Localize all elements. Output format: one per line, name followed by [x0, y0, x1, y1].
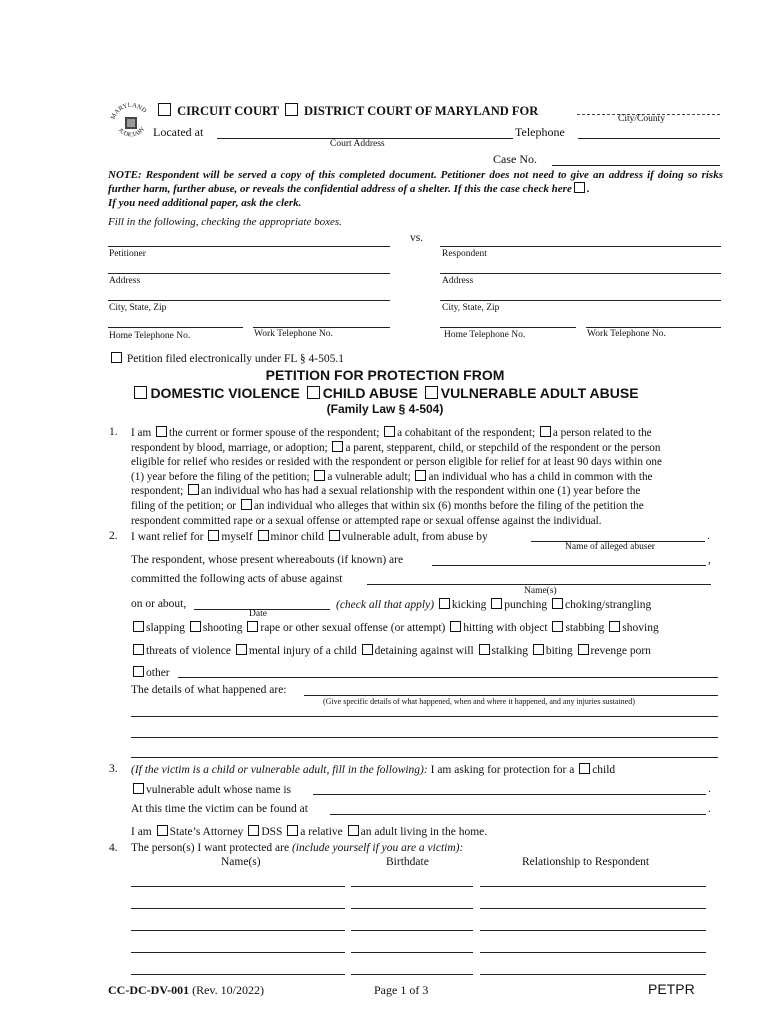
respondent-address-caption: Address — [442, 276, 474, 286]
acts-row-3: threats of violence mental injury of a child detaining against will stalking biting revenge porn — [131, 644, 651, 658]
vulnerable-adult-name-field[interactable] — [313, 794, 706, 795]
item-2-number: 2. — [109, 530, 118, 542]
item-1-relationship: I am the current or former spouse of the respondent; a cohabitant of the respondent; a person related to the respondent by blood, marriage, or adoption; a parent, stepparent, child, or stepchild of the respondent or the person eligible for relief who resides or resided with the respondent or person eligible for relief for at least 90 days within one (1) year before the filing of the petition; a vulnerable adult; an individual who has a child in common with the respondent; an individual who has had a sexual relationship with the respondent within one (1) year before the filing of the petition; or an individual who alleges that within six (6) months before the filing of the petition the respondent committed rape or a sexual offense or attempted rape or sexual offense against the individual. — [131, 427, 662, 527]
svg-text:JUDICIARY: JUDICIARY — [116, 126, 147, 139]
other-act-checkbox[interactable] — [133, 666, 144, 677]
cohabitant-checkbox[interactable] — [384, 426, 395, 437]
confidential-address-checkbox[interactable] — [574, 182, 585, 193]
protected-relationship-field-5[interactable] — [480, 974, 706, 975]
protected-birthdate-field-4[interactable] — [351, 952, 473, 953]
details-field-3[interactable] — [131, 737, 718, 738]
other-act-line: other — [131, 666, 170, 680]
relative-checkbox[interactable] — [287, 825, 298, 836]
respondent-work-phone-caption: Work Telephone No. — [587, 329, 666, 339]
states-attorney-checkbox[interactable] — [157, 825, 168, 836]
protected-relationship-field-4[interactable] — [480, 952, 706, 953]
whereabouts-field[interactable] — [432, 565, 706, 566]
respondent-home-phone-field[interactable] — [440, 327, 576, 328]
stalking-checkbox[interactable] — [479, 644, 490, 655]
child-in-common-checkbox[interactable] — [415, 470, 426, 481]
petition-type-line — [0, 385, 770, 401]
protection-for-line: (If the victim is a child or vulnerable adult, fill in the following): I am asking for protection for a child — [131, 764, 616, 776]
respondent-work-phone-field[interactable] — [586, 327, 721, 328]
persons-protected-line: The person(s) I want protected are (include yourself if you are a victim): — [131, 842, 464, 854]
electronic-filing-label: Petition filed electronically under FL § 4-505.1 — [126, 353, 344, 365]
details-hint: (Give specific details of what happened, when and where it happened, and any injuries sustained) — [323, 697, 635, 706]
victim-location-label: At this time the victim can be found at — [131, 803, 308, 815]
choking-checkbox[interactable] — [552, 598, 563, 609]
other-act-field[interactable] — [178, 677, 718, 678]
electronic-filing-checkbox[interactable] — [111, 352, 122, 363]
petitioner-city-field[interactable] — [108, 300, 390, 301]
filer-role-line: I am State’s Attorney DSS a relative an adult living in the home. — [131, 826, 488, 838]
respondent-home-phone-caption: Home Telephone No. — [444, 330, 526, 340]
petitioner-address-field[interactable] — [108, 273, 390, 274]
located-at-label: Located at — [153, 125, 204, 139]
protected-name-field-2[interactable] — [131, 908, 345, 909]
punching-checkbox[interactable] — [491, 598, 502, 609]
protected-name-field-4[interactable] — [131, 952, 345, 953]
protected-name-field-5[interactable] — [131, 974, 345, 975]
petitioner-home-phone-field[interactable] — [108, 327, 243, 328]
spouse-checkbox[interactable] — [156, 426, 167, 437]
item-1-number: 1. — [109, 426, 118, 438]
item-3-number: 3. — [109, 763, 118, 775]
dss-checkbox[interactable] — [248, 825, 259, 836]
acts-row-1: (check all that apply) kicking punching choking/strangling — [336, 599, 652, 611]
petitioner-work-phone-field[interactable] — [253, 327, 390, 328]
protected-birthdate-field-2[interactable] — [351, 908, 473, 909]
victims-names-field[interactable] — [367, 584, 711, 585]
circuit-court-checkbox[interactable] — [158, 103, 171, 116]
vulnerable-adult-abuse-label: VULNERABLE ADULT ABUSE — [440, 385, 639, 401]
respondent-service-note: NOTE: Respondent will be served a copy of this completed document. Petitioner does not need to give an address if doing so risks further harm, further abuse, or reveals the confidential address of a shelter. If this the case check here . — [108, 169, 723, 195]
respondent-name-field[interactable] — [440, 246, 721, 247]
abuse-date-caption: Date — [249, 609, 267, 619]
rape-checkbox[interactable] — [247, 621, 258, 632]
protect-child-checkbox[interactable] — [579, 763, 590, 774]
respondent-city-caption: City, State, Zip — [442, 303, 500, 313]
vulnerable-adult-abuse-checkbox[interactable] — [425, 386, 438, 399]
birthdate-column-header: Birthdate — [386, 856, 429, 868]
case-no-label: Case No. — [493, 152, 537, 166]
svg-text:MARYLAND: MARYLAND — [109, 101, 148, 121]
form-id: CC-DC-DV-001 (Rev. 10/2022) — [108, 983, 264, 997]
petitioner-work-phone-caption: Work Telephone No. — [254, 329, 333, 339]
stabbing-checkbox[interactable] — [552, 621, 563, 632]
respondent-city-field[interactable] — [440, 300, 721, 301]
kicking-checkbox[interactable] — [439, 598, 450, 609]
protected-name-field-1[interactable] — [131, 886, 345, 887]
relief-for-line: I want relief for myself minor child vulnerable adult, from abuse by — [131, 531, 488, 543]
adult-in-home-checkbox[interactable] — [348, 825, 359, 836]
respondent-address-field[interactable] — [440, 273, 721, 274]
victims-names-caption: Name(s) — [524, 586, 557, 596]
district-court-checkbox[interactable] — [285, 103, 298, 116]
case-no-field[interactable] — [552, 165, 720, 166]
slapping-checkbox[interactable] — [133, 621, 144, 632]
respondent-caption: Respondent — [442, 249, 487, 259]
domestic-violence-label: DOMESTIC VIOLENCE — [150, 385, 300, 401]
mental-injury-checkbox[interactable] — [236, 644, 247, 655]
city-county-caption: City/County — [618, 114, 665, 124]
related-person-checkbox[interactable] — [540, 426, 551, 437]
sexual-relationship-checkbox[interactable] — [188, 484, 199, 495]
acts-row-2: slapping shooting rape or other sexual offense (or attempt) hitting with object stabbing shoving — [131, 621, 659, 635]
sexual-offense-victim-checkbox[interactable] — [241, 499, 252, 510]
petitioner-city-caption: City, State, Zip — [109, 303, 167, 313]
protected-birthdate-field-1[interactable] — [351, 886, 473, 887]
victim-location-field[interactable] — [330, 814, 706, 815]
relationship-column-header: Relationship to Respondent — [522, 856, 650, 868]
protected-relationship-field-2[interactable] — [480, 908, 706, 909]
parent-child-checkbox[interactable] — [332, 441, 343, 452]
petition-title: PETITION FOR PROTECTION FROM — [265, 367, 505, 383]
petitioner-address-caption: Address — [109, 276, 141, 286]
form-code: PETPR — [648, 981, 695, 997]
whereabouts-label: The respondent, whose present whereabouts (if known) are — [131, 554, 404, 566]
fill-in-instructions: Fill in the following, checking the appropriate boxes. — [108, 216, 342, 228]
protected-relationship-field-3[interactable] — [480, 930, 706, 931]
details-field-1[interactable] — [304, 695, 718, 696]
details-label: The details of what happened are: — [131, 684, 287, 696]
protected-birthdate-field-3[interactable] — [351, 930, 473, 931]
shoving-checkbox[interactable] — [609, 621, 620, 632]
names-column-header: Name(s) — [221, 856, 261, 868]
threats-checkbox[interactable] — [133, 644, 144, 655]
court-telephone-field[interactable] — [578, 138, 720, 139]
circuit-court-label: CIRCUIT COURT — [177, 104, 279, 118]
vulnerable-adult-name-line: vulnerable adult whose name is — [131, 783, 291, 797]
protected-relationship-field-1[interactable] — [480, 886, 706, 887]
district-court-label: DISTRICT COURT OF MARYLAND FOR — [303, 104, 539, 118]
details-field-4[interactable] — [131, 757, 718, 758]
child-abuse-label: CHILD ABUSE — [322, 385, 418, 401]
alleged-abuser-caption: Name of alleged abuser — [565, 542, 655, 552]
hitting-with-object-checkbox[interactable] — [450, 621, 461, 632]
versus-label: vs. — [410, 232, 424, 244]
court-address-caption: Court Address — [330, 139, 385, 149]
minor-child-checkbox[interactable] — [258, 530, 269, 541]
revenge-porn-checkbox[interactable] — [578, 644, 589, 655]
statute-reference: (Family Law § 4-504) — [326, 402, 444, 416]
shooting-checkbox[interactable] — [190, 621, 201, 632]
additional-paper-note: If you need additional paper, ask the clerk. — [108, 197, 302, 209]
vulnerable-adult-checkbox[interactable] — [314, 470, 325, 481]
form-page: MARYLAND JUDICIARY CIRCUIT COURT DISTRICT COURT OF MARYLAND FOR City/County Located at Court Address Telephone Case No. NOTE: Respondent will be served a copy of this completed document. Petitioner does not need to give an address if doing so risks further harm, further abuse, or reveals the confidential address of a shelter. If this the case check here . If you need additional paper, ask the clerk. Fill in the following, checking the appropriate boxes. vs. Petitioner Respondent Address Address City, State, Zip City, State, Zip Home Telephone No. Work Telephone No. Home Telephone No. Work Telephone No. Petition filed electronically under FL § 4-505.1 PETITION FOR PROTECTION FROM DOMESTIC VIOLENCE CHILD ABUSE VULNERABLE ADULT ABUSE (Family Law § 4-504) 1. I am the current or former spouse of the respondent; a cohabitant of the respondent; a person related to the respondent by blood, marriage, or adoption; a parent, stepparent, child, or stepchild of the respondent or the person eligible for relief who resides or resided with the respondent or person eligible for relief for at least 90 days within one (1) year before the filing of the petition; a vulnerable adult; an individual who has a child in common with the respondent; an individual who has had a sexual relationship with the respondent within one (1) year before the filing of the petition; or an individual who alleges that within six (6) months before the filing of the petition the respondent committed rape or a sexual offense or attempted rape or sexual offense against the individual. 2. I want relief for myself minor child vulnerable adult, from abuse by . Name of alleged abuser The respondent, whose present whereabouts (if known) are , committed the following acts of abuse against Name(s) on or about, Date (check all that apply) kicking punching choking/strangling slapping shooting rape or other sexual offense (or attempt) hitting with object stabbing shoving threats of violence mental injury of a child detaining against will stalking biting revenge porn other The details of what happened are: (Give specific details of what happened, when and where it happened, and any injuries sustained) 3. (If the victim is a child or vulnerable adult, fill in the following): I am asking for protection for a child vulnerable adult whose name is . At this time the victim can be found at . I am State’s Attorney DSS a relative an adult living in the home. 4. The person(s) I want protected are (include yourself if you are a victim): Name(s) Birthdate Relationship to Respondent CC-DC-DV-001 (Rev. 10/2022) Page 1 of 3 PETPR — [0, 0, 770, 1024]
page-number: Page 1 of 3 — [374, 983, 429, 997]
details-field-2[interactable] — [131, 716, 718, 717]
child-abuse-checkbox[interactable] — [307, 386, 320, 399]
committed-acts-label: committed the following acts of abuse against — [131, 573, 343, 585]
domestic-violence-checkbox[interactable] — [134, 386, 147, 399]
biting-checkbox[interactable] — [533, 644, 544, 655]
item-4-number: 4. — [109, 842, 118, 854]
relief-vulnerable-adult-checkbox[interactable] — [329, 530, 340, 541]
protected-birthdate-field-5[interactable] — [351, 974, 473, 975]
maryland-judiciary-seal — [108, 100, 154, 146]
detaining-checkbox[interactable] — [362, 644, 373, 655]
petitioner-home-phone-caption: Home Telephone No. — [109, 331, 191, 341]
protected-name-field-3[interactable] — [131, 930, 345, 931]
myself-checkbox[interactable] — [208, 530, 219, 541]
telephone-label: Telephone — [515, 125, 565, 139]
on-or-about-label: on or about, — [131, 598, 187, 610]
protect-vulnerable-adult-checkbox[interactable] — [133, 783, 144, 794]
petitioner-name-field[interactable] — [108, 246, 390, 247]
petitioner-caption: Petitioner — [109, 249, 146, 259]
